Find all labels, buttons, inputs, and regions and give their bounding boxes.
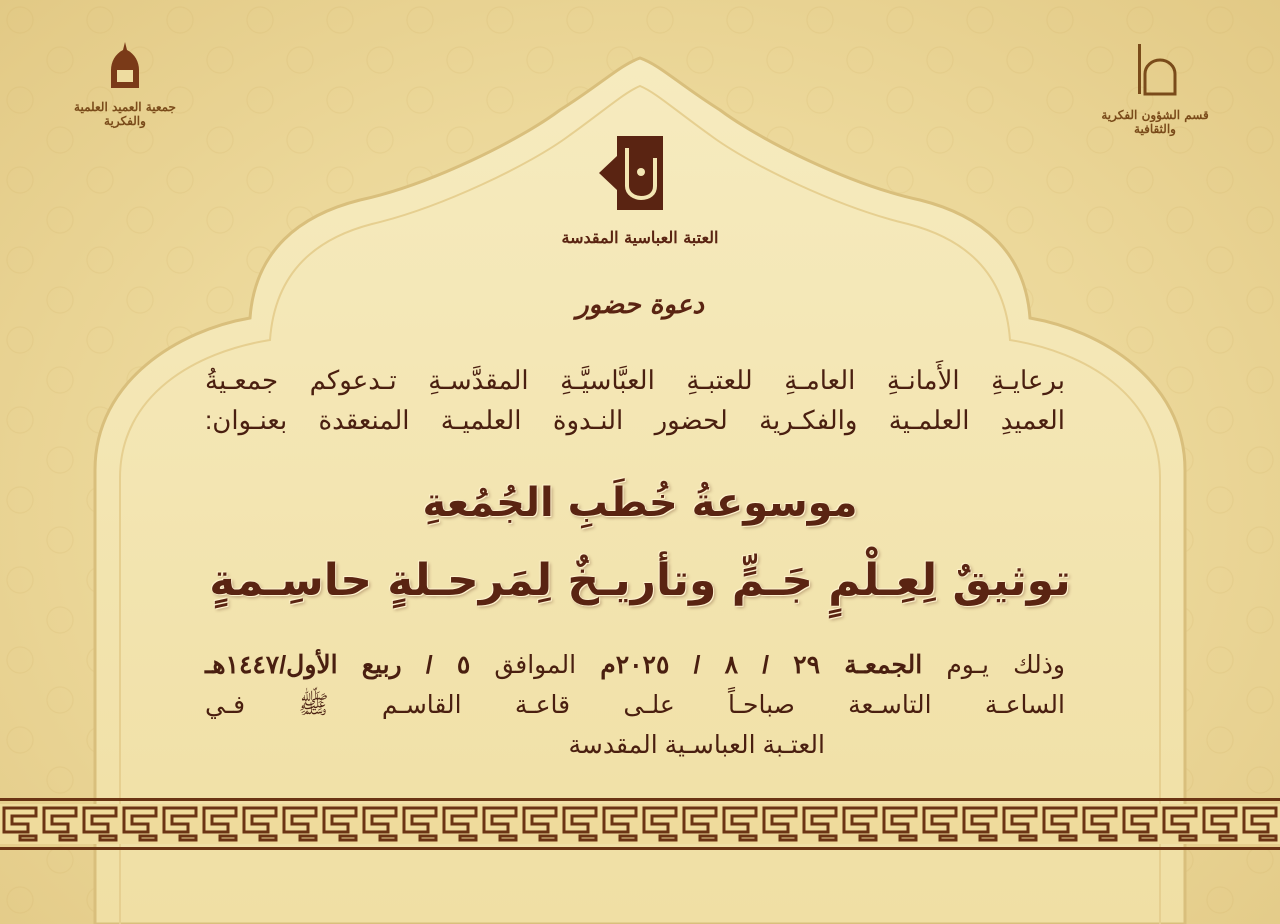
- shrine-logo: [560, 128, 720, 247]
- invitation-heading: دعوة حضور: [576, 290, 704, 320]
- date-line: [205, 645, 1065, 685]
- date-prefix: وذلك يـوم: [946, 651, 1066, 679]
- shrine-emblem-icon: [595, 128, 685, 218]
- minaret-icon: [1130, 40, 1180, 100]
- department-logo: [1090, 40, 1220, 136]
- intro-paragraph: [205, 360, 1065, 440]
- association-logo: [60, 40, 190, 128]
- event-title-line-1: موسوعةُ خُطَبِ الجُمُعةِ: [422, 480, 858, 526]
- event-details: [205, 645, 1065, 765]
- department-logo-text: قسم الشؤون الفكرية والثقافية: [1101, 108, 1209, 136]
- time-line: الساعـة التاسـعة صباحـاً علـى قاعـة القاسـم ﷺ فـي: [205, 691, 1065, 719]
- place-line: العتـبة العباسـية المقدسة: [568, 731, 825, 759]
- date-gregorian: الجمعـة ٢٩ / ٨ / ٢٠٢٥م: [600, 651, 923, 679]
- intro-line-1: برعايـةِ الأَمانـةِ العامـةِ للعتبـةِ العبَّاسيَّـةِ المقدَّسـةِ تـدعوكم جمعـيةُ: [205, 365, 1065, 395]
- association-logo-text: جمعية العميد العلمية والفكرية: [74, 100, 176, 128]
- intro-line-2: العميدِ العلمـية والفكـرية لحضور النـدوة العلميـة المنعقدة بعنـوان:: [205, 405, 1065, 435]
- shrine-name: العتبة العباسية المقدسة: [561, 228, 719, 247]
- dome-icon: [105, 40, 145, 92]
- event-title-line-2: توثيقٌ لِعِـلْمٍ جَـمٍّ وتأريـخٌ لِمَرحـلةٍ حاسِـمةٍ: [209, 555, 1071, 606]
- decorative-border-band: [0, 798, 1280, 850]
- date-hijri: ٥ / ربيع الأول/١٤٤٧هـ: [205, 651, 471, 679]
- date-mid: الموافق: [494, 651, 577, 679]
